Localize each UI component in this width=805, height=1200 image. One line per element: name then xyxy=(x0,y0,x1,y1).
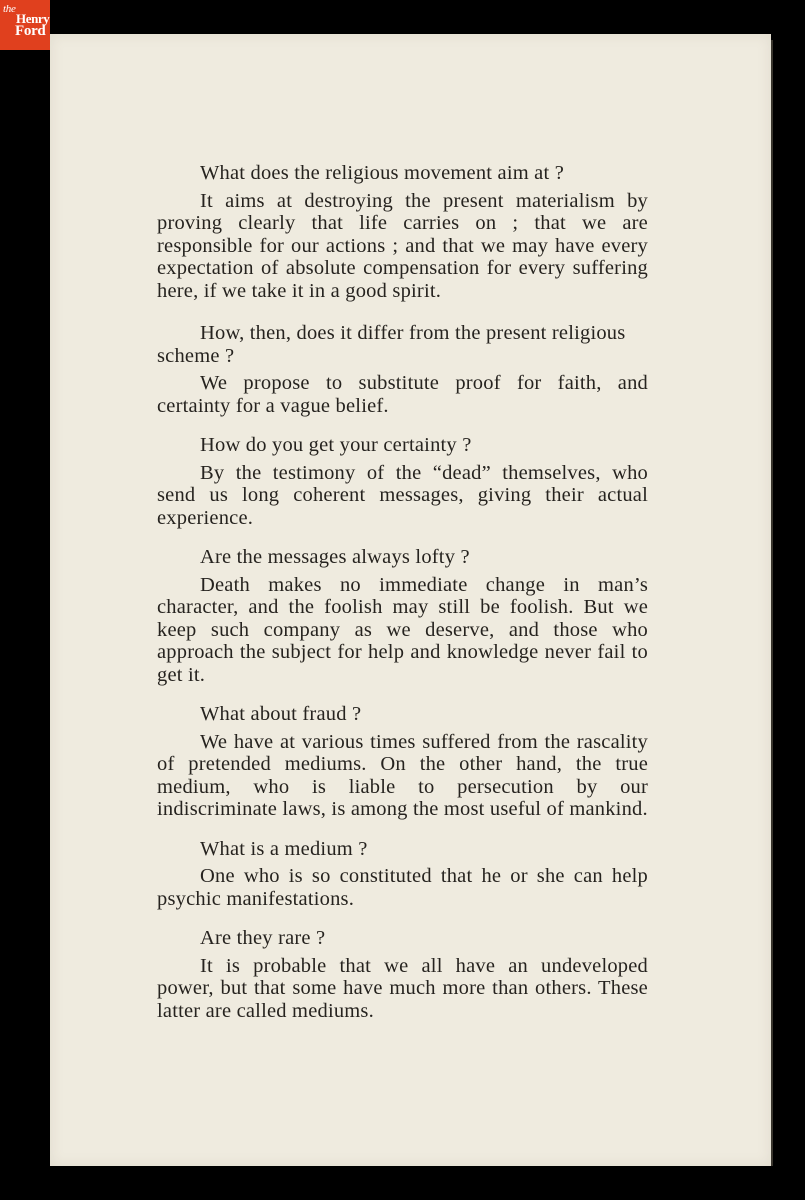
answer-1: It aims at destroying the present materialism by proving clearly that life carries on ; that we are responsible for our actions ; and that we may have every expectation of absolute compensation for every suffering here, if we take it in a good spirit. xyxy=(157,189,648,302)
henry-ford-logo xyxy=(0,0,50,50)
document-page xyxy=(50,34,771,1166)
answer-3: By the testimony of the “dead” themselves, who send us long coherent messages, giving their actual experience. xyxy=(157,461,648,529)
question-3: How do you get your certainty ? xyxy=(200,434,472,456)
question-6: What is a medium ? xyxy=(200,837,368,860)
question-7: Are they rare ? xyxy=(200,927,326,949)
answer-4: Death makes no immediate change in man’s character, and the foolish may still be foolish. But we keep such company as we deserve, and those who approach the subject for help and knowledge never fail to get it. xyxy=(157,573,648,686)
qa-text-block xyxy=(157,162,648,1039)
question-2: How, then, does it differ from the present religious scheme ? xyxy=(157,322,626,367)
answer-5: We have at various times suffered from the rascality of pretended mediums. On the other hand, the true medium, who is liable to persecution by our indiscriminate laws, is among the most useful of mankind. xyxy=(157,730,648,820)
question-4: Are the messages always lofty ? xyxy=(200,546,470,568)
question-5: What about fraud ? xyxy=(200,703,362,725)
logo-ford-text: Ford xyxy=(15,23,46,39)
page-edge-shadow xyxy=(771,40,773,1166)
logo-henry-text: Henry xyxy=(16,11,50,26)
question-1: What does the religious movement aim at ? xyxy=(200,162,564,184)
answer-7: It is probable that we all have an undeveloped power, but that some have much more than others. These latter are called mediums. xyxy=(157,954,648,1022)
answer-2: We propose to substitute proof for faith, and certainty for a vague belief. xyxy=(157,372,648,417)
logo-the-text: the xyxy=(3,3,16,15)
answer-6: One who is so constituted that he or she can help psychic manifestations. xyxy=(157,865,648,910)
